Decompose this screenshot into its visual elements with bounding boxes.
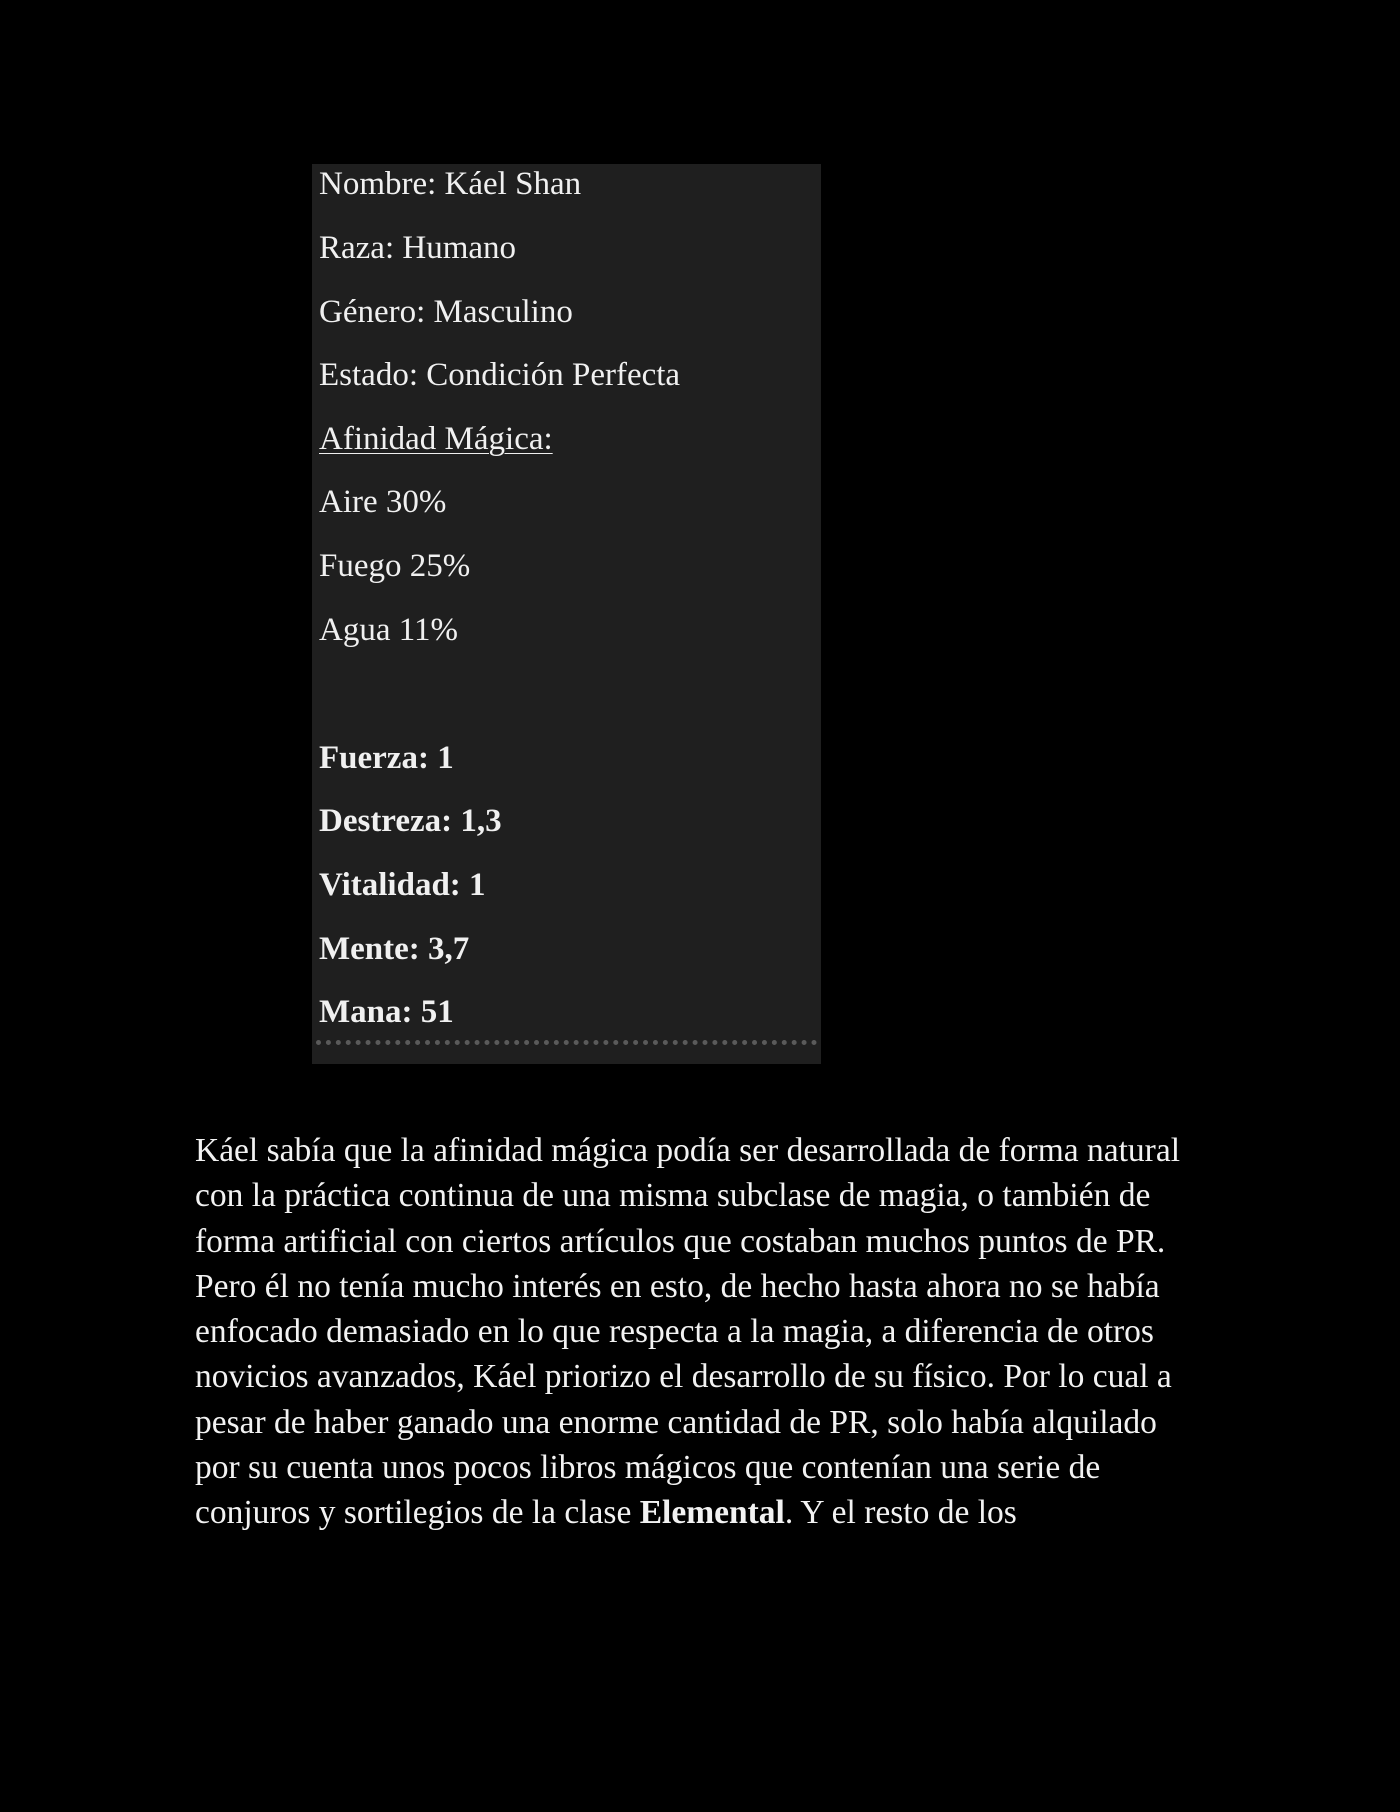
attribute-strength: Fuerza: 1 <box>319 740 454 776</box>
narrative-bold-term: Elemental <box>639 1494 785 1532</box>
gender-line: Género: Masculino <box>319 294 573 330</box>
narrative-text-end: . Y el resto de los <box>784 1494 1017 1532</box>
name-line: Nombre: Káel Shan <box>319 166 582 202</box>
state-line: Estado: Condición Perfecta <box>319 357 681 393</box>
narrative-paragraph <box>195 1128 1205 1536</box>
affinity-fire: Fuego 25% <box>319 548 471 584</box>
affinity-air: Aire 30% <box>319 484 447 520</box>
attribute-mana: Mana: 51 <box>319 994 454 1030</box>
status-panel <box>312 164 821 1064</box>
narrative-text: Káel sabía que la afinidad mágica podía ser desarrollada de forma natural con la práctica continua de una misma subclase de magia, o también de forma artificial con ciertos artículos que costaban muchos puntos de PR. Pero él no tenía mucho interés en esto, de hecho hasta ahora no se había enfocado demasiado en lo que respecta a la magia, a diferencia de otros novicios avanzados, Káel priorizo el desarrollo de su físico. Por lo cual a pesar de haber ganado una enorme cantidad de PR, solo había alquilado por su cuenta unos pocos libros mágicos que contenían una serie de conjuros y sortilegios de la clase <box>195 1132 1181 1532</box>
dotted-divider <box>316 1040 817 1045</box>
attribute-dexterity: Destreza: 1,3 <box>319 803 502 839</box>
affinity-heading: Afinidad Mágica: <box>319 421 553 457</box>
attribute-mind: Mente: 3,7 <box>319 931 470 967</box>
race-line: Raza: Humano <box>319 230 517 266</box>
affinity-water: Agua 11% <box>319 612 458 648</box>
attribute-vitality: Vitalidad: 1 <box>319 867 486 903</box>
